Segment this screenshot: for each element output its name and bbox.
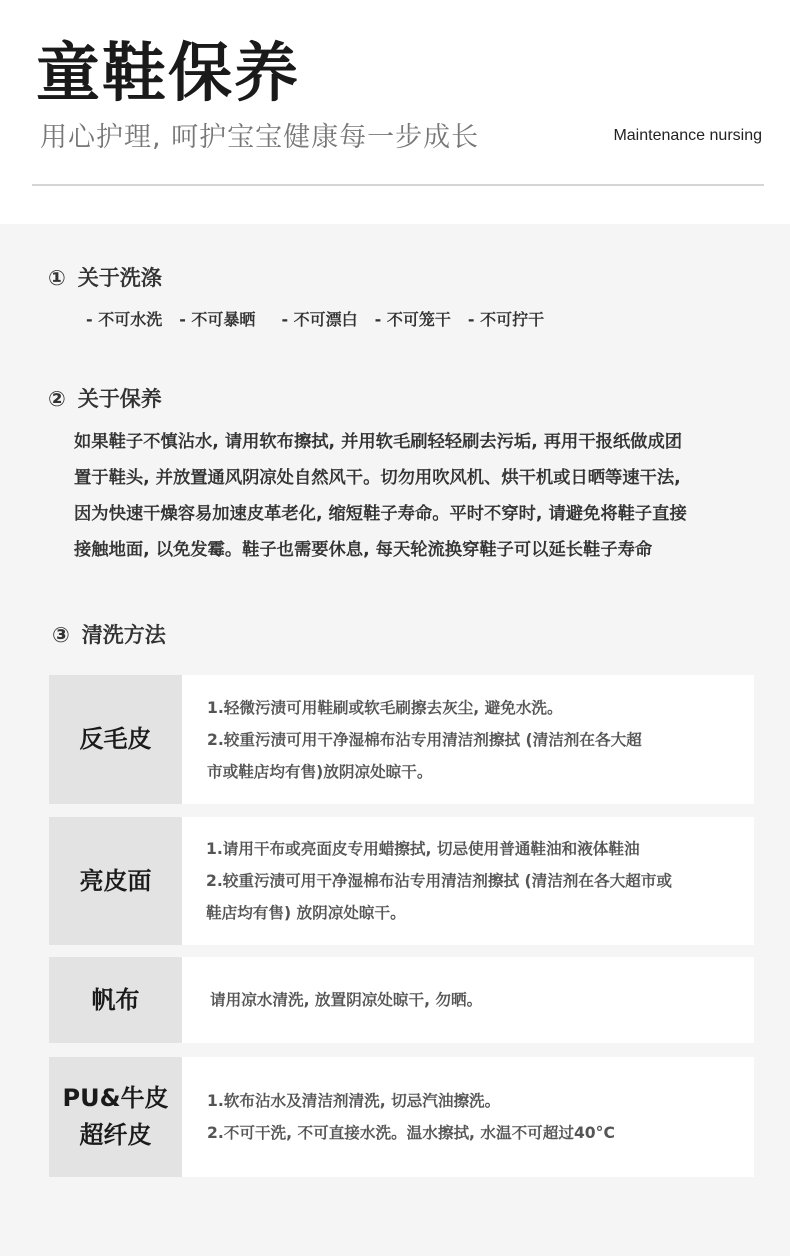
header (0, 0, 790, 224)
care-line: 置于鞋头, 并放置通风阴凉处自然风干。切勿用吹风机、烘干机或日晒等速干法, (74, 468, 681, 488)
instruction-line: 2.较重污渍可用干净湿棉布沾专用清洁剂擦拭 (清洁剂在各大超 (207, 730, 642, 749)
material-name: 反毛皮 (79, 725, 152, 753)
page-title: 童鞋保养 (36, 37, 300, 111)
cleaning-card-canvas (49, 957, 754, 1043)
material-label (49, 957, 182, 1043)
cleaning-card-pu (49, 1057, 754, 1177)
washing-item: - 不可笼干 (374, 310, 451, 329)
divider (32, 184, 764, 186)
material-instructions (182, 957, 754, 1043)
section-cleaning-title (52, 621, 166, 649)
instruction-line: 1.软布沾水及清洁剂清洗, 切忌汽油擦洗。 (207, 1092, 501, 1110)
instruction-line: 1.请用干布或亮面皮专用蜡擦拭, 切忌使用普通鞋油和液体鞋油 (206, 840, 640, 858)
material-name: 亮皮面 (79, 866, 152, 895)
material-instructions (182, 1057, 754, 1177)
instruction-line: 市或鞋店均有售)放阴凉处晾干。 (207, 762, 433, 781)
washing-item: - 不可暴晒 (179, 310, 256, 329)
material-name: PU&牛皮 (62, 1084, 169, 1112)
cleaning-card-suede (49, 675, 754, 804)
material-label (49, 817, 182, 945)
cleaning-card-patent (49, 817, 754, 945)
instruction-line: 1.轻微污渍可用鞋刷或软毛刷擦去灰尘, 避免水洗。 (207, 698, 563, 717)
washing-item: - 不可水洗 (86, 310, 163, 329)
washing-item: - 不可拧干 (467, 310, 545, 329)
instruction-line: 2.不可干洗, 不可直接水洗。温水擦拭, 水温不可超过40°C (207, 1124, 615, 1142)
material-instructions (182, 817, 754, 945)
page-subtitle: 用心护理, 呵护宝宝健康每一步成长 (40, 122, 480, 153)
washing-list (86, 306, 561, 334)
section-title-text: 关于保养 (77, 387, 162, 411)
section-title-text: 清洗方法 (81, 623, 166, 647)
material-name: 超纤皮 (79, 1121, 152, 1149)
instruction-line: 请用凉水清洗, 放置阴凉处晾干, 勿晒。 (210, 991, 483, 1009)
care-line: 因为快速干燥容易加速皮革老化, 缩短鞋子寿命。平时不穿时, 请避免将鞋子直接 (74, 504, 687, 524)
instruction-line: 鞋店均有售) 放阴凉处晾干。 (206, 904, 406, 922)
section-number-icon: ③ (52, 623, 70, 647)
care-line: 接触地面, 以免发霉。鞋子也需要休息, 每天轮流换穿鞋子可以延长鞋子寿命 (74, 540, 653, 560)
care-paragraph (74, 424, 744, 568)
material-instructions (182, 675, 754, 804)
english-caption: Maintenance nursing (613, 127, 762, 144)
instruction-line: 2.较重污渍可用干净湿棉布沾专用清洁剂擦拭 (清洁剂在各大超市或 (206, 872, 672, 890)
material-name: 帆布 (91, 985, 140, 1014)
care-line: 如果鞋子不慎沾水, 请用软布擦拭, 并用软毛刷轻轻刷去污垢, 再用干报纸做成团 (74, 432, 683, 452)
section-title-text: 关于洗涤 (77, 266, 162, 290)
section-washing-title (48, 264, 162, 292)
washing-item: - 不可漂白 (281, 310, 358, 329)
section-number-icon: ② (48, 387, 66, 411)
material-label (49, 675, 182, 804)
material-label (49, 1057, 182, 1177)
section-number-icon: ① (48, 266, 66, 290)
section-care-title (48, 385, 162, 413)
